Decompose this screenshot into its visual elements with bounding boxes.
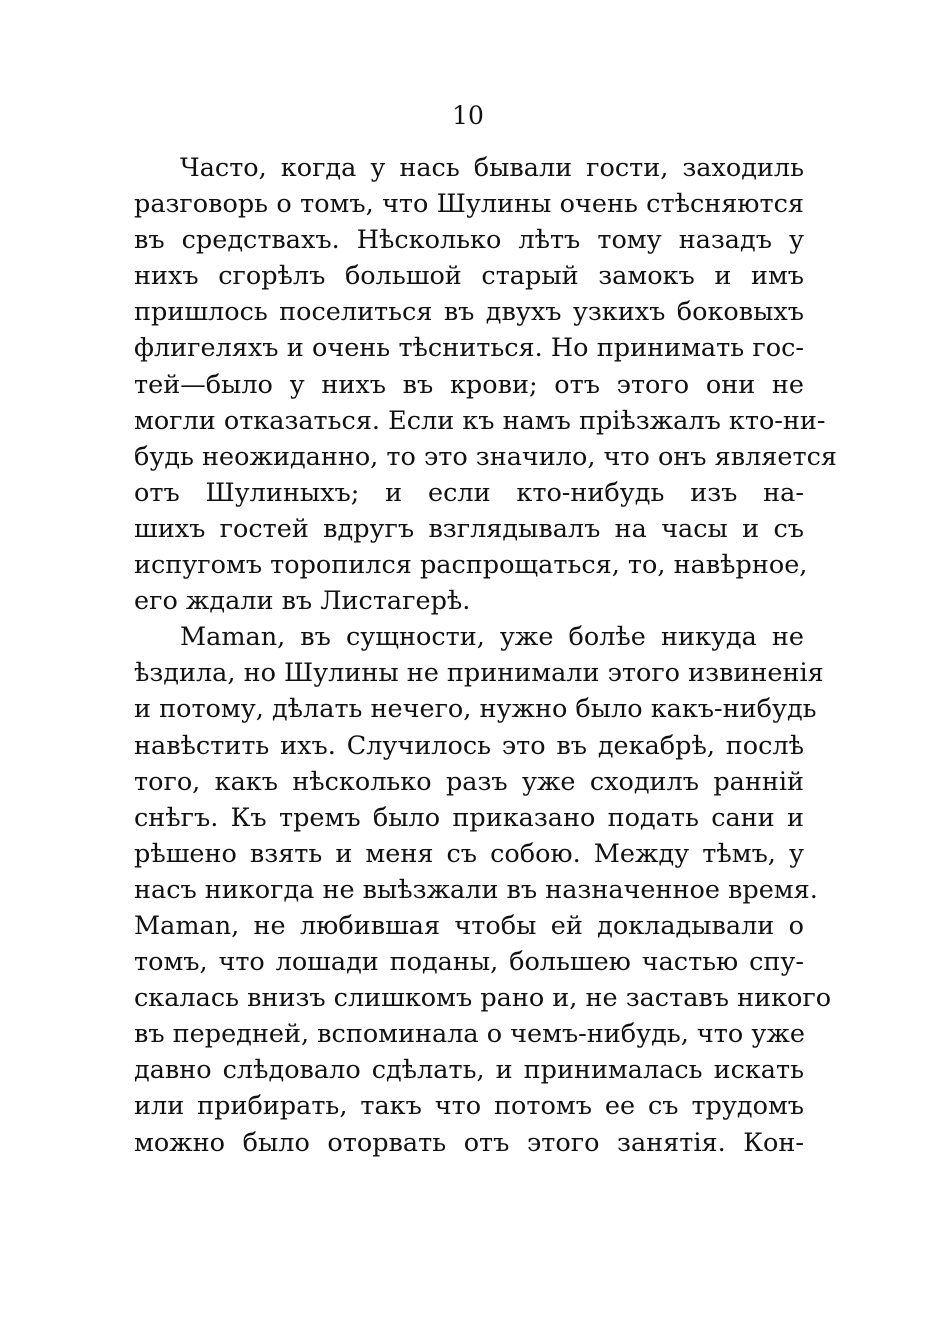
text-line: могли отказаться. Если къ намъ пріѣзжалъ кто-ни- (134, 405, 826, 436)
text-line: пришлось поселиться въ двухъ узкихъ боковыхъ (134, 297, 804, 328)
text-line: нихъ сгорѣлъ большой старый замокъ и имъ (134, 261, 804, 292)
text-line: Maman, не любившая чтобы ей докладывали о (134, 910, 804, 941)
text-line: можно было оторвать отъ этого занятія. Кон- (134, 1127, 804, 1158)
text-line: навѣстить ихъ. Случилось это въ декабрѣ, послѣ (134, 730, 804, 761)
text-line: снѣгъ. Къ тремъ было приказано подать сани и (134, 802, 804, 833)
text-line: Часто, когда у нась бывали гости, заходиль (180, 153, 804, 183)
text-line: въ передней, вспоминала о чемъ-нибудь, что уже (134, 1019, 805, 1050)
body-text (134, 150, 837, 1161)
text-line: и потому, дѣлать нечего, нужно было какъ-нибудь (134, 694, 817, 725)
text-line: въ средствахъ. Нѣсколько лѣтъ тому назадъ у (134, 225, 804, 256)
page-number: 10 (452, 101, 484, 130)
text-line: будь неожиданно, то это значило, что онъ является (134, 441, 837, 472)
text-line: рѣшено взять и меня съ собою. Между тѣмъ, у (134, 838, 804, 869)
text-line: флигеляхъ и очень тѣсниться. Но принимать гос- (134, 333, 804, 364)
text-line: ѣздила, но Шулины не принимали этого извиненія (134, 658, 824, 689)
text-line: или прибирать, такъ что потомъ ее съ трудомъ (134, 1091, 804, 1122)
text-line: Maman, въ сущности, уже болѣе никуда не (180, 622, 804, 653)
text-line: шихъ гостей вдругъ взглядывалъ на часы и съ (134, 513, 804, 544)
paragraph-1 (134, 150, 837, 619)
text-line: отъ Шулиныхъ; и если кто-нибудь изъ на- (134, 477, 804, 508)
text-line: того, какъ нѣсколько разъ уже сходилъ ранній (134, 766, 804, 797)
paragraph-2 (134, 619, 832, 1160)
text-line: испугомъ торопился распрощаться, то, навѣрное, (134, 550, 808, 581)
text-line: разговорь о томъ, что Шулины очень стѣсняются (134, 189, 804, 220)
text-line: давно слѣдовало сдѣлать, и принималась искать (134, 1055, 804, 1086)
text-line: тей—было у нихъ въ крови; отъ этого они не (134, 369, 804, 400)
text-line: насъ никогда не выѣзжали въ назначенное время. (134, 874, 818, 905)
text-line: томъ, что лошади поданы, большею частью спу- (134, 947, 804, 978)
text-line: его ждали въ Листагерѣ. (134, 586, 471, 617)
text-line: скалась внизъ слишкомъ рано и, не заставъ никого (134, 983, 832, 1014)
